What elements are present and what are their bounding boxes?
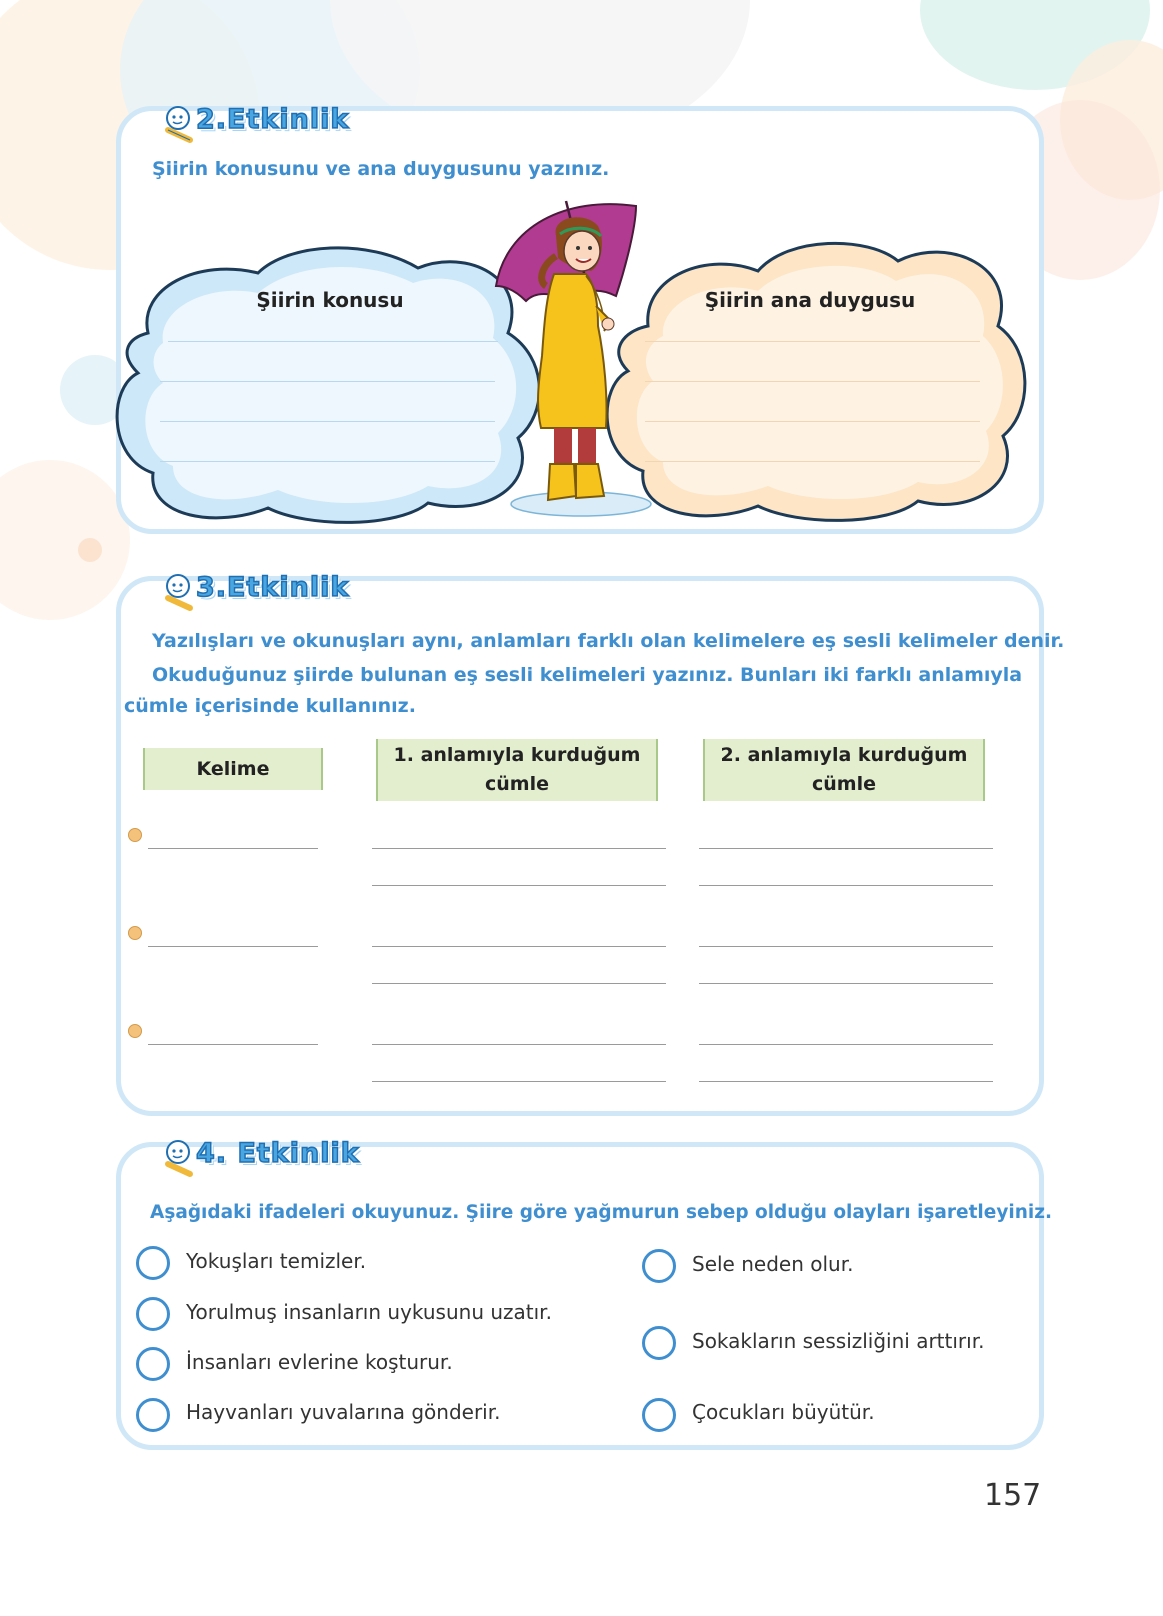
sentence1-input-line[interactable] [372,885,666,886]
checkbox-circle-icon[interactable] [642,1398,676,1432]
sentence2-input-line[interactable] [699,1081,993,1082]
col-header-meaning2 [703,739,985,801]
activity4-badge-text: 4. Etkinlik [196,1138,360,1169]
write-line [160,421,495,422]
checkbox-circle-icon[interactable] [136,1398,170,1432]
option-label: Sokakların sessizliğini arttırır. [692,1329,985,1353]
word-input-line[interactable] [148,848,318,849]
col-header-word-text: Kelime [196,757,270,780]
activity3-badge-text: 3.Etkinlik [196,572,350,603]
activity4-badge [160,1134,390,1180]
write-line [645,461,980,462]
option-label: İnsanları evlerine koşturur. [186,1350,453,1374]
bullet-dot-icon [128,926,142,940]
col-header-meaning2-line1: 2. anlamıyla kurduğum [720,744,968,766]
cloud-right-title: Şiirin ana duygusu [704,288,916,312]
col-header-word [143,748,323,790]
checkbox-circle-icon[interactable] [136,1246,170,1280]
sentence2-input-line[interactable] [699,1044,993,1045]
write-line [645,421,980,422]
write-line [645,341,980,342]
sentence2-input-line[interactable] [699,848,993,849]
option-label: Yokuşları temizler. [186,1249,367,1273]
bullet-dot-icon [128,1024,142,1038]
option-label: Hayvanları yuvalarına gönderir. [186,1400,501,1424]
sentence1-input-line[interactable] [372,1081,666,1082]
cloud-left-title: Şiirin konusu [256,288,404,312]
bullet-dot-icon [128,828,142,842]
col-header-meaning1 [376,739,658,801]
sentence2-input-line[interactable] [699,946,993,947]
checkbox-circle-icon[interactable] [642,1249,676,1283]
checkbox-circle-icon[interactable] [136,1347,170,1381]
write-line [168,341,498,342]
activity4-instruction: Aşağıdaki ifadeleri okuyunuz. Şiire göre yağmurun sebep olduğu olayları işaretleyiniz. [150,1202,1053,1223]
activity3-text-line3: cümle içerisinde kullanınız. [124,695,416,717]
col-header-meaning1-line2: cümle [485,773,549,795]
girl-with-umbrella-illustration [486,196,656,526]
checkbox-circle-icon[interactable] [642,1326,676,1360]
mascot-icon [160,570,200,612]
sentence2-input-line[interactable] [699,885,993,886]
word-input-line[interactable] [148,946,318,947]
option-label: Sele neden olur. [692,1252,854,1276]
activity2-badge-text: 2.Etkinlik [196,104,350,135]
write-line [645,381,980,382]
blue-cloud-icon [108,238,548,528]
activity3-badge [160,568,390,614]
write-line [160,461,495,462]
checkbox-circle-icon[interactable] [136,1297,170,1331]
option-label: Yorulmuş insanların uykusunu uzatır. [186,1300,552,1324]
option-label: Çocukları büyütür. [692,1400,875,1424]
activity3-panel [116,576,1044,1116]
activity2-badge [160,100,390,146]
word-input-line[interactable] [148,1044,318,1045]
mascot-icon [160,102,200,144]
bg-bubble [78,538,102,562]
sentence1-input-line[interactable] [372,946,666,947]
sentence1-input-line[interactable] [372,848,666,849]
sentence2-input-line[interactable] [699,983,993,984]
activity3-text-line2: Okuduğunuz şiirde bulunan eş sesli kelimeleri yazınız. Bunları iki farklı anlamıyla [152,664,1023,686]
activity3-text-line1: Yazılışları ve okunuşları aynı, anlamları farklı olan kelimelere eş sesli kelimeler denir. [152,630,1065,652]
sentence1-input-line[interactable] [372,983,666,984]
write-line [160,381,495,382]
col-header-meaning2-line2: cümle [812,773,876,795]
mascot-icon [160,1136,200,1178]
page-number: 157 [984,1478,1042,1513]
sentence1-input-line[interactable] [372,1044,666,1045]
activity2-instruction: Şiirin konusunu ve ana duygusunu yazınız. [152,158,610,180]
col-header-meaning1-line1: 1. anlamıyla kurduğum [393,744,641,766]
